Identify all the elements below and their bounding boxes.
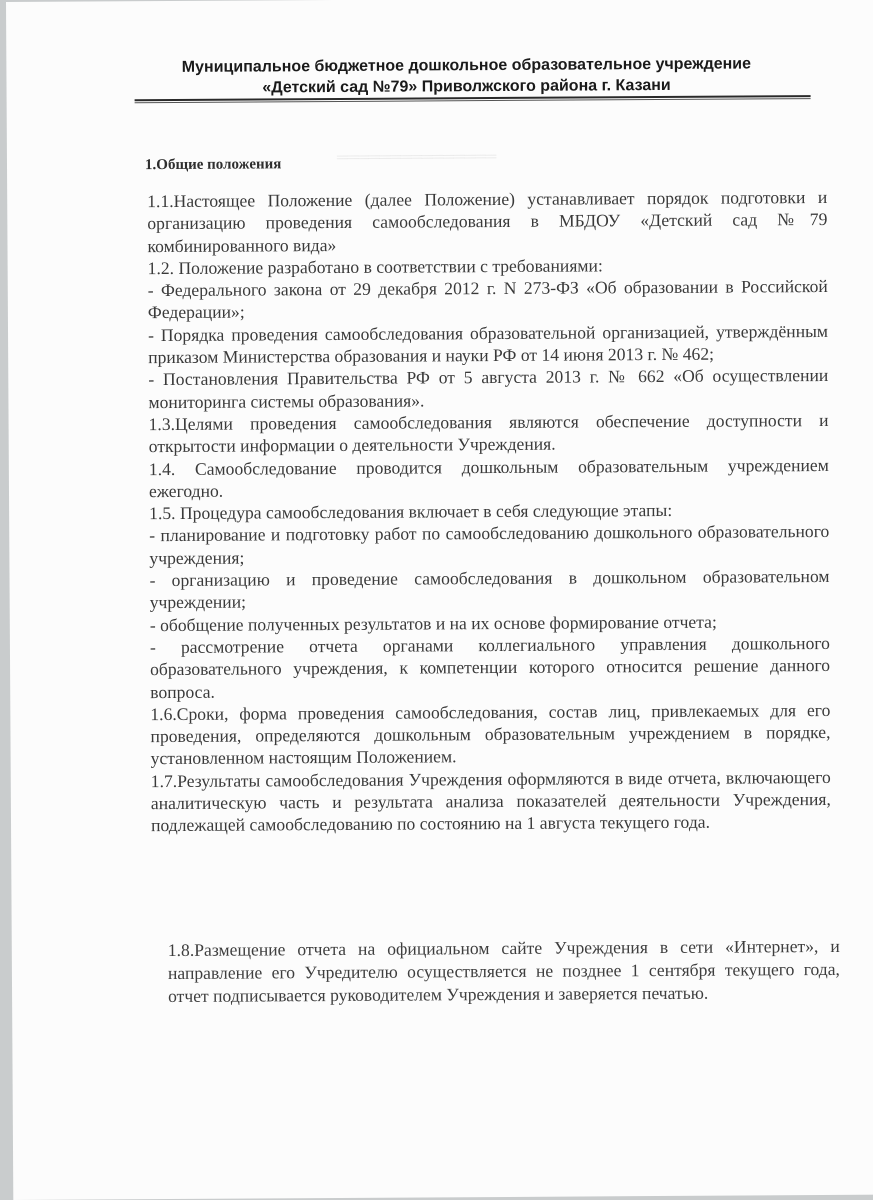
paragraph-stage-planning: - планирование и подготовку работ по самообследованию дошкольного образовательного учреждения; [149, 521, 830, 568]
paragraph-1-6: 1.6.Сроки, форма проведения самообследования, состав лиц, привлекаемых для его проведения, определяются дошкольным образовательным учреждением в порядке, установленном настоящим Положением. [150, 699, 831, 769]
paragraph-law-item: - Федерального закона от 29 декабря 2012 г. N 273-ФЗ «Об образовании в Российской Федерации»; [147, 276, 828, 323]
paragraph-resolution-item: - Постановления Правительства РФ от 5 августа 2013 г. № 662 «Об осуществлении мониторинга системы образования». [148, 365, 829, 412]
document-body-continued [168, 935, 840, 1008]
paragraph-1-3: 1.3.Целями проведения самообследования являются обеспечение доступности и открытости информации о деятельности Учреждения. [148, 409, 829, 457]
header-line-1: Муниципальное бюджетное дошкольное образовательное учреждение [181, 55, 752, 76]
header-line-2: «Детский сад №79» Приволжского района г. Казани [262, 76, 671, 97]
document-page [6, 0, 873, 1200]
bleed-through: ═══════════════ [336, 149, 497, 166]
paragraph-order-item: - Порядка проведения самообследования образовательной организацией, утверждённым приказом Министерства образования и науки РФ от 14 июня 2013 г. № 462; [147, 320, 829, 368]
paragraph-1-1: 1.1.Настоящее Положение (далее Положение) устанавливает порядок подготовки и организацию проведения самообследования в МБДОУ «Детский сад №79 комбинированного вида» [147, 186, 828, 256]
document-header [86, 53, 846, 100]
paragraph-1-4: 1.4. Самообследование проводится дошкольным образовательным учреждением ежегодно. [148, 454, 829, 501]
paragraph-stage-review: - рассмотрение отчета органами коллегиального управления дошкольного образовательного учреждения, к компетенции которого относится решение данного вопроса. [149, 632, 831, 702]
paragraph-1-2: 1.2. Положение разработано в соответствии с требованиями: [147, 255, 603, 279]
section-title: 1.Общие положения [144, 156, 282, 174]
paragraph-stage-organization: - организацию и проведение самообследования в дошкольном образовательном учреждении; [149, 566, 830, 613]
paragraph-1-8: 1.8.Размещение отчета на официальном сайте Учреждения в сети «Интернет», и направление его Учредителю осуществляется не позднее 1 сентября текущего года, отчет подписывается руководителем Учреждения и заверяется печатью. [167, 935, 840, 1007]
paragraph-1-7: 1.7.Результаты самообследования Учреждения оформляются в виде отчета, включающего аналитическую часть и результата анализа показателей деятельности Учреждения, подлежащей самообследованию по состоянию на 1 августа текущего года. [150, 766, 831, 836]
paragraph-stage-summary: - обобщение полученных результатов и на их основе формирование отчета; [149, 611, 717, 635]
paragraph-1-5: 1.5. Процедура самообследования включает в себя следующие этапы: [149, 500, 673, 524]
document-body [147, 186, 831, 837]
